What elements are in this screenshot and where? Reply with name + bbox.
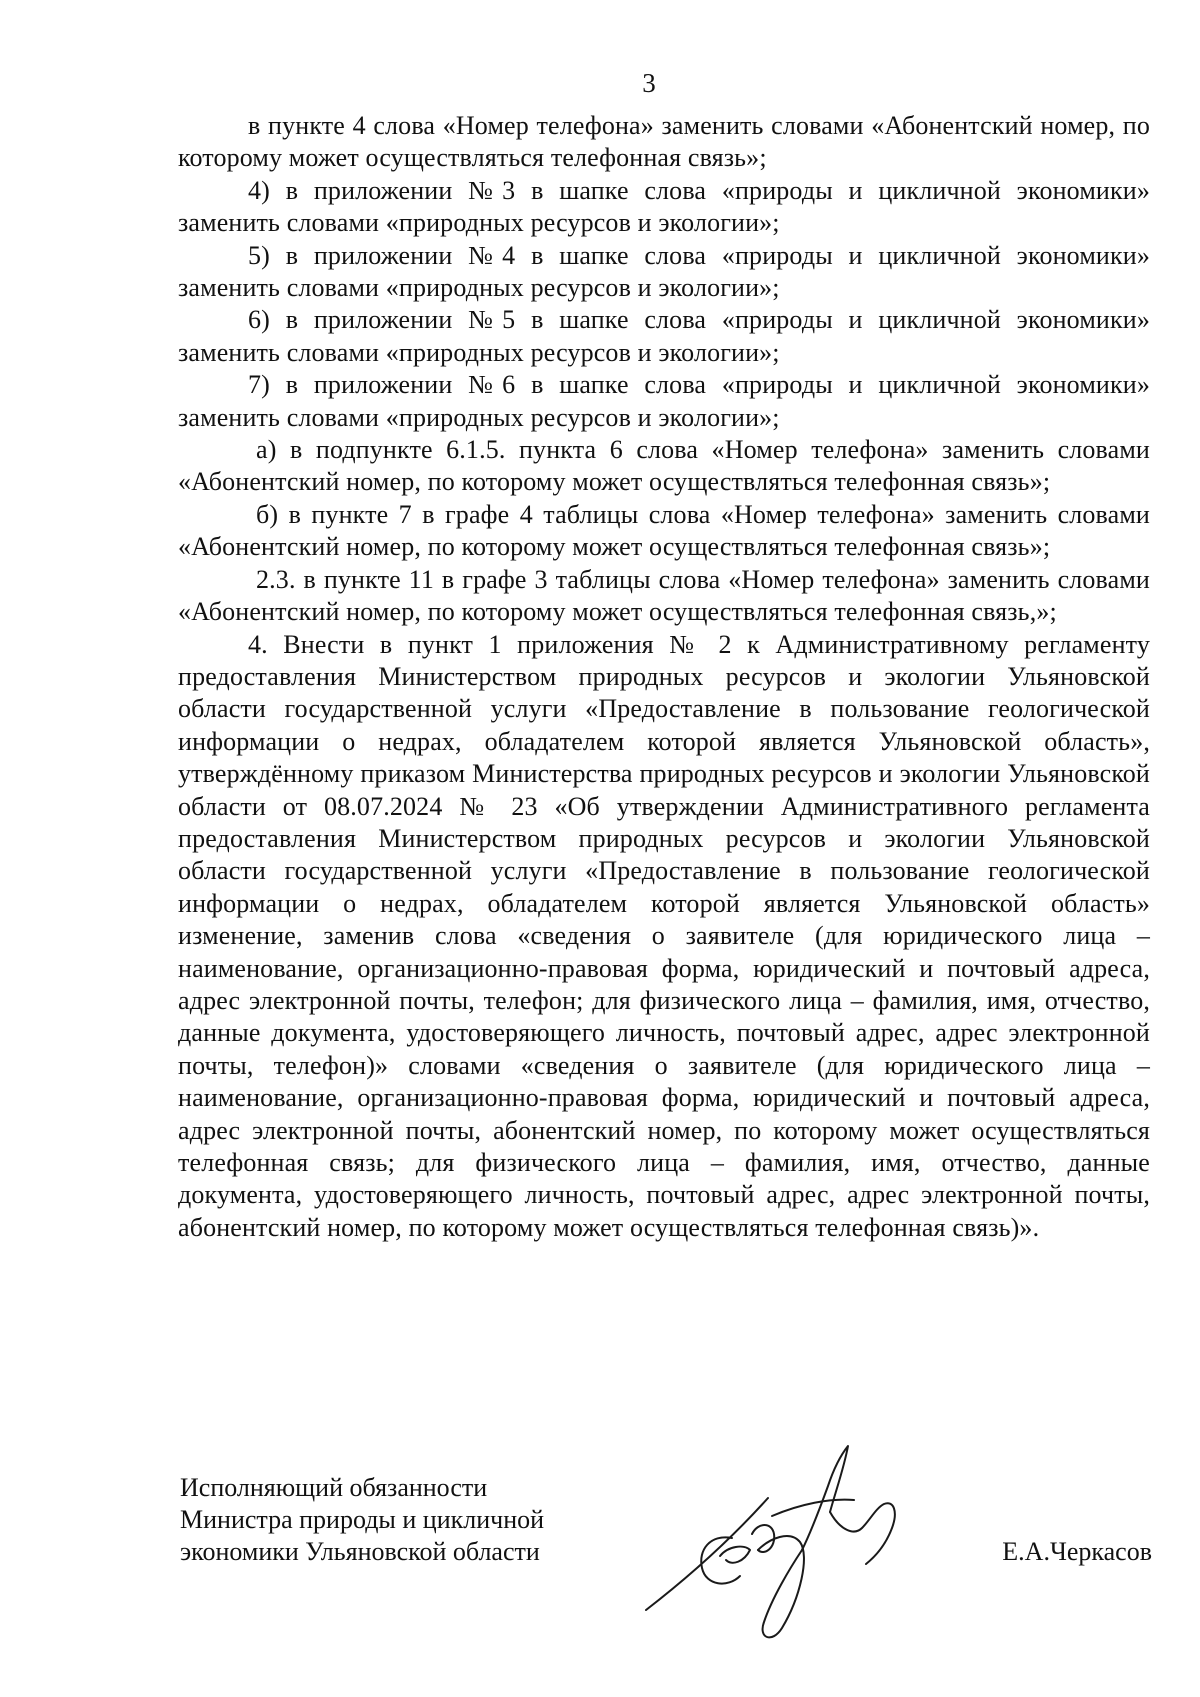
document-body xyxy=(178,110,1150,1244)
paragraph-appendix-5: 6) в приложении №5 в шапке слова «природы и цикличной экономики» заменить словами «природных ресурсов и экологии»; xyxy=(178,305,1150,367)
signer-position: Исполняющий обязанности Министра природы и цикличной экономики Ульяновской области xyxy=(180,1473,545,1566)
handwritten-signature xyxy=(640,1438,900,1648)
paragraph-appendix-3: 4) в приложении №3 в шапке слова «природы и цикличной экономики» заменить словами «природных ресурсов и экологии»; xyxy=(178,175,1150,238)
paragraph-2-3: 2.3. в пункте 11 в графе 3 таблицы слова «Номер телефона» заменить словами «Абонентский номер, по которому может осуществляться телефонная связь,»; xyxy=(178,564,1150,627)
paragraph-appendix-6: 7) в приложении №6 в шапке слова «природы и цикличной экономики» заменить словами «природных ресурсов и экологии»; xyxy=(178,370,1150,432)
signer-name: Е.А.Черкасов xyxy=(1002,1537,1152,1566)
signature-block xyxy=(180,1472,1170,1692)
paragraph-subitem-a: а) в подпункте 6.1.5. пункта 6 слова «Номер телефона» заменить словами «Абонентский номер, по которому может осуществляться телефонная связь»; xyxy=(178,435,1150,497)
page-number: 3 xyxy=(642,68,656,98)
paragraph-item-4-phone: в пункте 4 слова «Номер телефона» заменить словами «Абонентский номер, по которому может осуществляться телефонная связь»; xyxy=(178,111,1150,173)
paragraph-subitem-b: б) в пункте 7 в графе 4 таблицы слова «Номер телефона» заменить словами «Абонентский номер, по которому может осуществляться телефонная связь»; xyxy=(178,499,1150,562)
paragraph-item-4: 4. Внести в пункт 1 приложения № 2 к Административному регламенту предоставления Министерством природных ресурсов и экологии Ульяновской области государственной услуги «Предоставление в пользование геологической информации о недрах, обладателем которой является Ульяновской область», утверждённому приказом Министерства природных ресурсов и экологии Ульяновской области от 08.07.2024 № 23 «Об утверждении Административного регламента предоставления Министерством природных ресурсов и экологии Ульяновской области государственной услуги «Предоставление в пользование геологической информации о недрах, обладателем которой является Ульяновской область» изменение, заменив слова «сведения о заявителе (для юридического лица – наименование, организационно-правовая форма, юридический и почтовый адреса, адрес электронной почты, телефон; для физического лица – фамилия, имя, отчество, данные документа, удостоверяющего личность, почтовый адрес, адрес электронной почты, телефон)» словами «сведения о заявителе (для юридического лица – наименование, организационно-правовая форма, юридический и почтовый адреса, адрес электронной почты, абонентский номер, по которому может осуществляться телефонная связь; для физического лица – фамилия, имя, отчество, данные документа, удостоверяющего личность, почтовый адрес, адрес электронной почты, абонентский номер, по которому может осуществляться телефонная связь)». xyxy=(178,629,1150,1242)
paragraph-appendix-4: 5) в приложении №4 в шапке слова «природы и цикличной экономики» заменить словами «природных ресурсов и экологии»; xyxy=(178,240,1150,303)
